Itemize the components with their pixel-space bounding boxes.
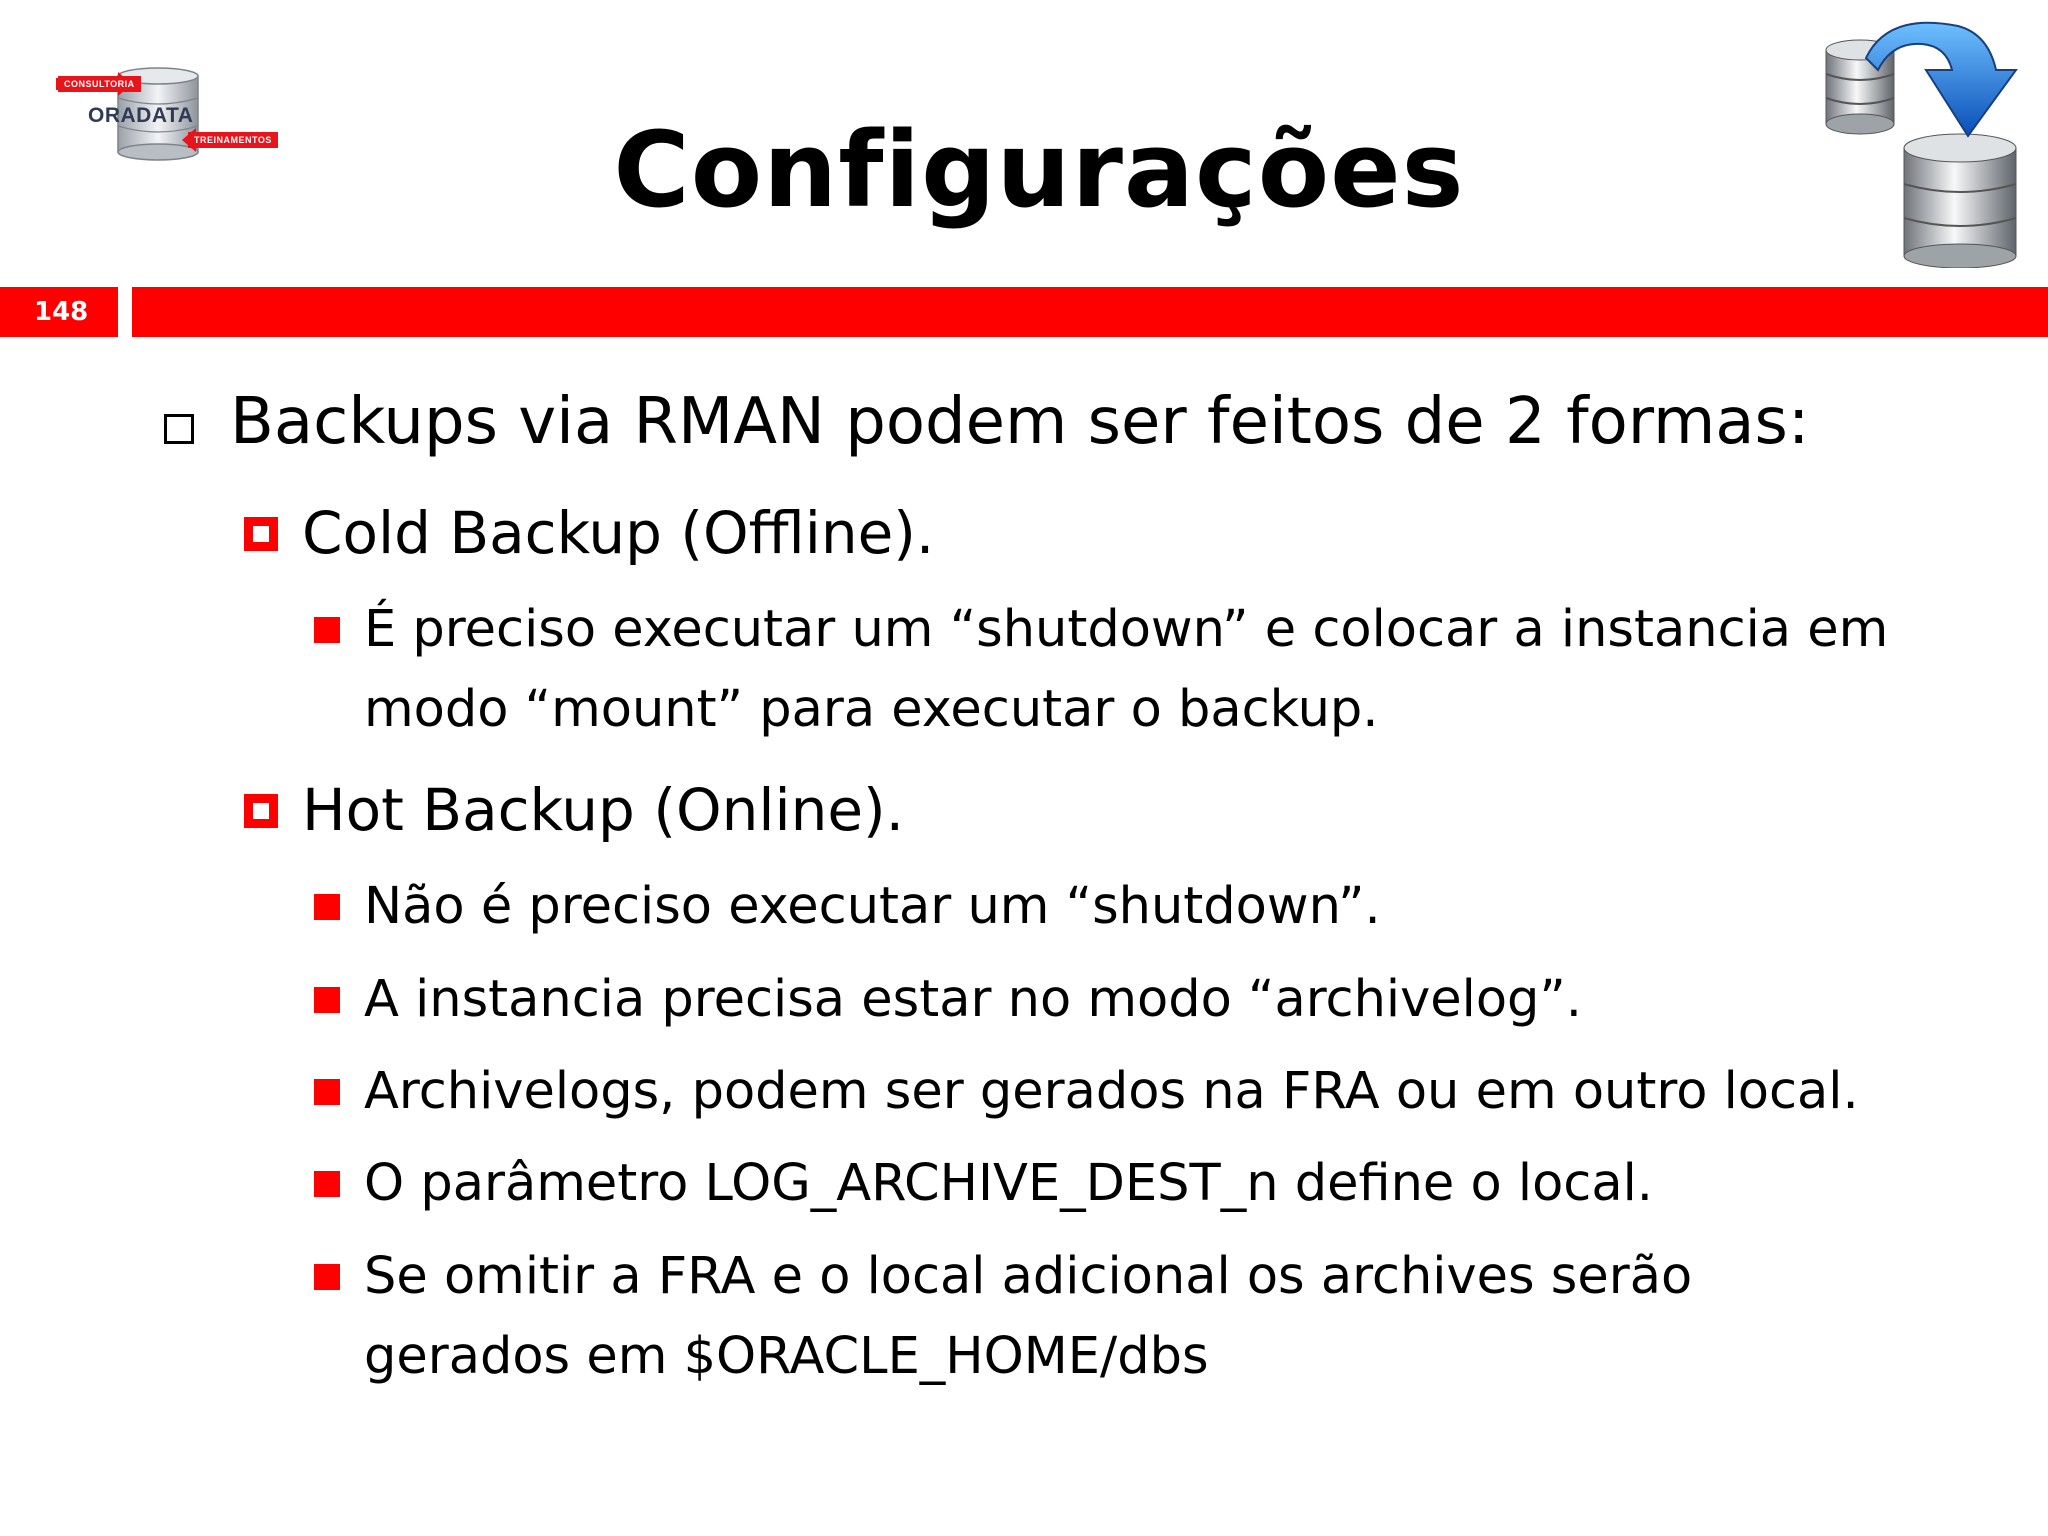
hot-backup-label: Hot Backup (Online). [302,776,905,844]
main-bullet [230,378,1809,466]
hot-backup-bullet [302,770,904,850]
hot-backup-item [364,960,1582,1040]
cold-item-line-1: É preciso executar um “shutdown” e colocar a instancia em [364,600,1889,659]
hollow-square-bullet-icon [164,414,194,444]
hot-item-line-1: Se omitir a FRA e o local adicional os archives serão [364,1247,1693,1306]
filled-square-bullet-icon [314,617,340,643]
filled-square-bullet-icon [314,894,340,920]
cold-backup-bullet [302,493,934,573]
filled-square-bullet-icon [314,1264,340,1290]
hot-item-text: A instancia precisa estar no modo “archivelog”. [364,970,1583,1029]
hot-item-text: Archivelogs, podem ser gerados na FRA ou em outro local. [364,1062,1859,1121]
database-backup-arrow-icon [1818,18,2030,268]
hot-backup-item [364,867,1381,947]
hot-backup-item [364,1237,1692,1397]
framed-square-bullet-icon [244,794,278,828]
logo-brand: ORADATA [88,104,194,127]
filled-square-bullet-icon [314,1171,340,1197]
logo-bottom-tag: TREINAMENTOS [188,132,278,148]
main-bullet-text: Backups via RMAN podem ser feitos de 2 formas: [230,385,1810,459]
cold-backup-label: Cold Backup (Offline). [302,499,935,567]
header-bar [132,287,2048,337]
page-title: Configurações [613,109,1465,231]
cold-item-line-2: modo “mount” para executar o backup. [364,680,1379,739]
filled-square-bullet-icon [314,987,340,1013]
hot-item-text: Não é preciso executar um “shutdown”. [364,877,1381,936]
hot-item-text: O parâmetro LOG_ARCHIVE_DEST_n define o local. [364,1154,1653,1213]
slide-number: 148 [0,287,118,337]
filled-square-bullet-icon [314,1079,340,1105]
framed-square-bullet-icon [244,517,278,551]
hot-item-line-2: gerados em $ORACLE_HOME/dbs [364,1327,1209,1386]
cold-backup-item [364,590,1888,750]
logo-top-tag: CONSULTORIA [58,76,141,92]
hot-backup-item [364,1052,1859,1132]
hot-backup-item [364,1144,1653,1224]
